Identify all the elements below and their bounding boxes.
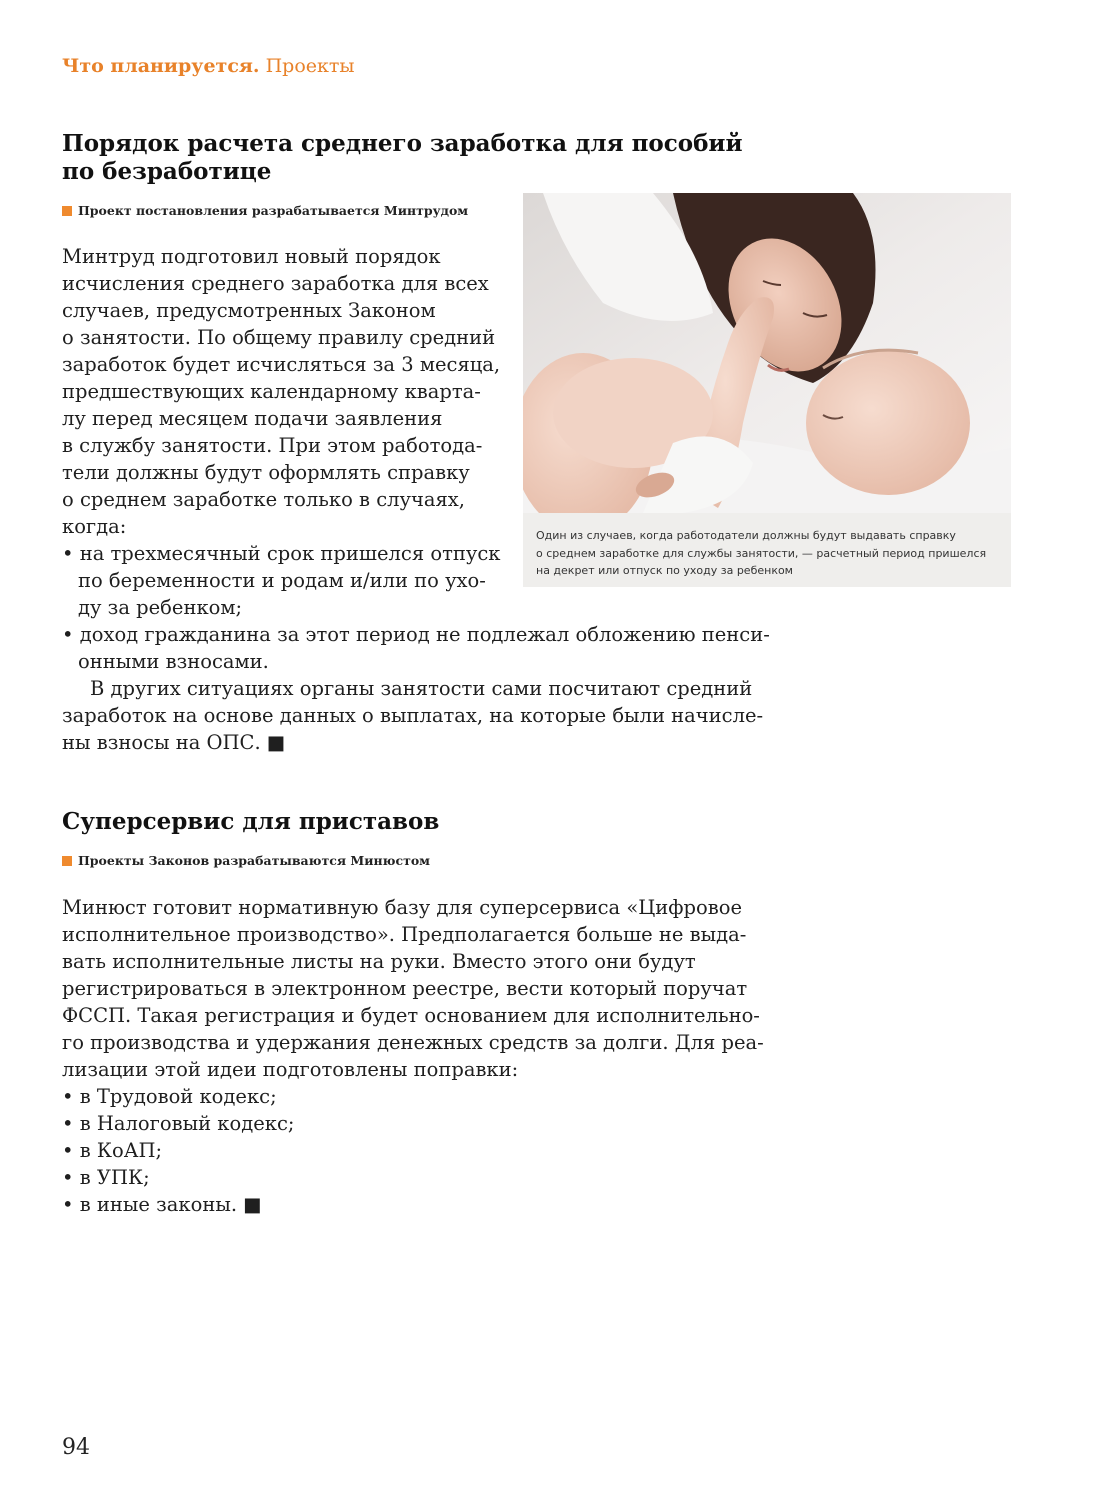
bullet-item: • доход гражданина за этот период не подлежал обложению пенси- xyxy=(62,623,770,646)
page-number: 94 xyxy=(62,1435,90,1460)
body-line: заработок на основе данных о выплатах, на которые были начисле- xyxy=(62,704,764,727)
bullet-item: • в иные законы. ■ xyxy=(62,1193,262,1216)
bullet-item: • в Налоговый кодекс; xyxy=(62,1112,295,1135)
body-line: Минтруд подготовил новый порядок xyxy=(62,245,441,268)
bullet-continuation: ду за ребенком; xyxy=(78,596,243,619)
article2-source-text: Проекты Законов разрабатываются Минюстом xyxy=(78,853,431,868)
paragraph-start: В других ситуациях органы занятости сами посчитают средний xyxy=(90,677,753,700)
body-line: вать исполнительные листы на руки. Вместо этого они будут xyxy=(62,950,696,973)
body-line: случаев, предусмотренных Законом xyxy=(62,299,436,322)
caption-line: о среднем заработке для службы занятости, — расчетный период пришелся xyxy=(536,546,987,560)
section-title: Что планируется. xyxy=(62,55,260,77)
article1-title-line: по безработице xyxy=(62,158,272,185)
body-line: предшествующих календарному кварта- xyxy=(62,380,481,403)
orange-square-icon xyxy=(62,206,72,216)
bullet-continuation: онными взносами. xyxy=(78,650,269,673)
body-line: заработок будет исчисляться за 3 месяца, xyxy=(62,353,501,376)
bullet-item: • на трехмесячный срок пришелся отпуск xyxy=(62,542,501,565)
article1-source xyxy=(62,203,468,218)
body-line: регистрироваться в электронном реестре, вести который поручат xyxy=(62,977,748,1000)
body-line: Минюст готовит нормативную базу для суперсервиса «Цифровое xyxy=(62,896,743,919)
body-line: исчисления среднего заработка для всех xyxy=(62,272,489,295)
section-subtitle: Проекты xyxy=(265,55,355,77)
bullet-continuation: по беременности и родам и/или по ухо- xyxy=(78,569,486,592)
section-header xyxy=(62,55,355,77)
body-line: го производства и удержания денежных средств за долги. Для реа- xyxy=(62,1031,764,1054)
body-line: лизации этой идеи подготовлены поправки: xyxy=(62,1058,519,1081)
photo-illustration xyxy=(523,193,1011,513)
body-line: тели должны будут оформлять справку xyxy=(62,461,470,484)
body-line: о среднем заработке только в случаях, xyxy=(62,488,465,511)
article1-source-text: Проект постановления разрабатывается Минтрудом xyxy=(78,203,469,218)
body-line: ны взносы на ОПС. ■ xyxy=(62,731,286,754)
article2-body xyxy=(62,894,764,1218)
photo-caption xyxy=(523,513,1011,587)
bullet-item: • в Трудовой кодекс; xyxy=(62,1085,277,1108)
body-line: в службу занятости. При этом работода- xyxy=(62,434,483,457)
body-line: когда: xyxy=(62,515,127,538)
article1-title xyxy=(62,130,762,186)
caption-line: на декрет или отпуск по уходу за ребенком xyxy=(536,564,793,577)
article2-title: Суперсервис для приставов xyxy=(62,808,440,835)
body-line: о занятости. По общему правилу средний xyxy=(62,326,496,349)
bullet-item: • в КоАП; xyxy=(62,1139,163,1162)
body-line: лу перед месяцем подачи заявления xyxy=(62,407,443,430)
caption-line: Один из случаев, когда работодатели должны будут выдавать справку xyxy=(536,529,956,542)
body-line: исполнительное производство». Предполагается больше не выда- xyxy=(62,923,747,946)
article2-source xyxy=(62,853,430,868)
body-line: ФССП. Такая регистрация и будет основанием для исполнительно- xyxy=(62,1004,760,1027)
article1-title-line: Порядок расчета среднего заработка для пособий xyxy=(62,130,743,157)
orange-square-icon xyxy=(62,856,72,866)
mother-baby-photo xyxy=(523,193,1011,513)
bullet-item: • в УПК; xyxy=(62,1166,150,1189)
